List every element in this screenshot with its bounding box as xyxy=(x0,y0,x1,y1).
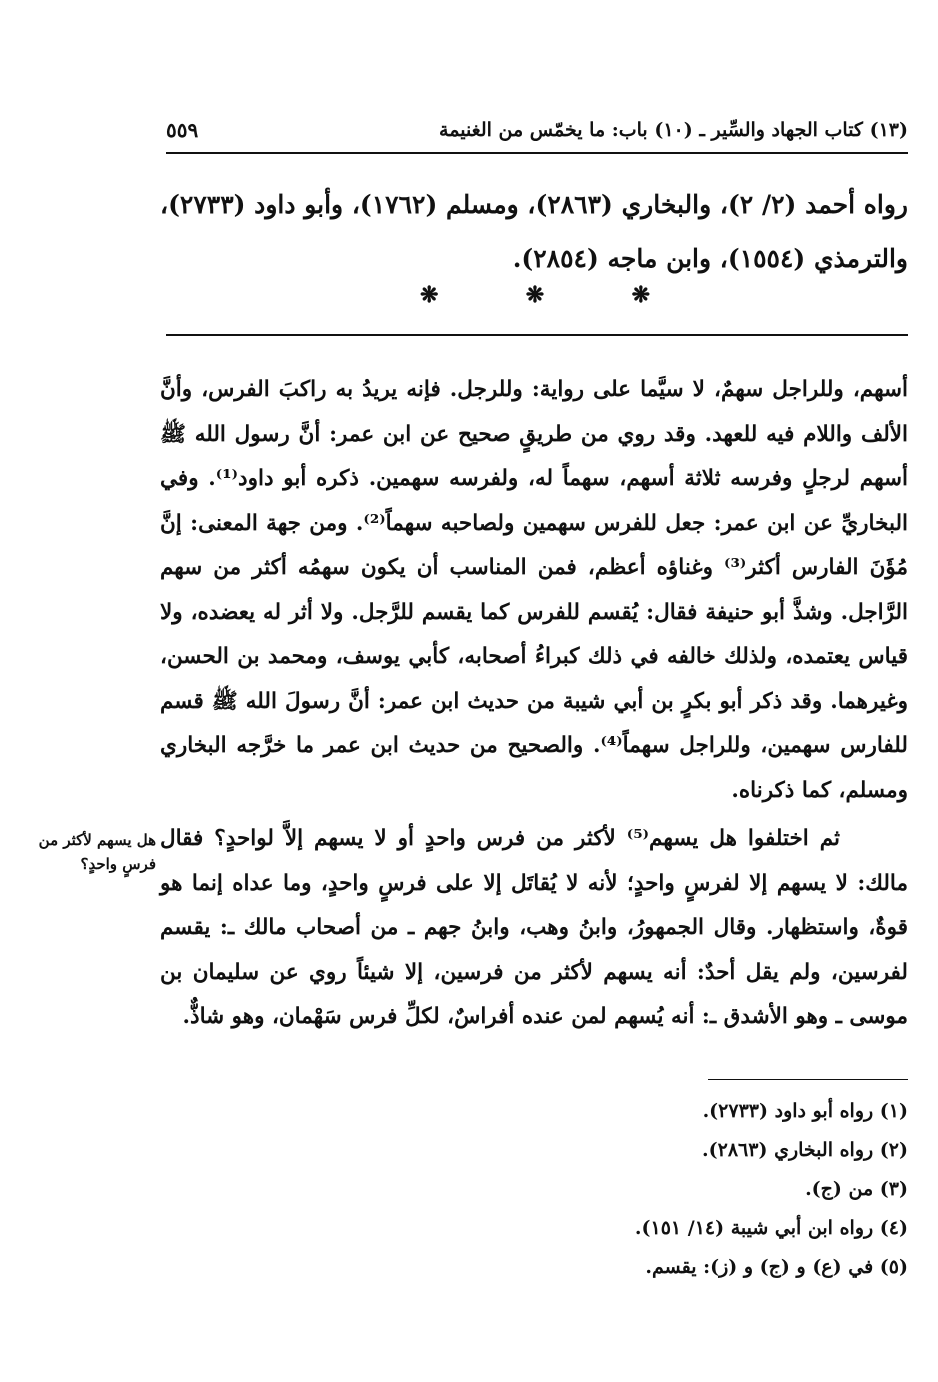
footnotes xyxy=(300,1092,908,1287)
header-rule xyxy=(166,152,908,154)
footnote: (٢) رواه البخاري (٢٨٦٣). xyxy=(702,1139,908,1161)
footnote: (١) رواه أبو داود (٢٧٣٣). xyxy=(702,1100,908,1122)
commentary-paragraph-1: أسهم، وللراجل سهمٌ، لا سيَّما على رواية: وللرجل. فإنه يريدُ به راكبَ الفرس، وأنَّ الألف واللام فيه للعهد. وقد روي من طريقٍ صحيح عن ابن عمر: أنَّ رسول الله ﷺ أسهم لرجلٍ وفرسه ثلاثة أسهم، سهماً له، ولفرسه سهمين. ذكره أبو داود⁽¹⁾. وفي البخاريِّ عن ابن عمر: جعل للفرس سهمين ولصاحبه سهماً⁽²⁾. ومن جهة المعنى: إنَّ مُؤَنَ الفارس أكثر⁽³⁾ وغناؤه أعظم، فمن المناسب أن يكون سهمُه أكثر من سهم الرَّاجل. وشذَّ أبو حنيفة فقال: يُقسم للفرس كما يقسم للرَّجل. ولا أثر له يعضده، ولا قياس يعتمده، ولذلك خالفه في ذلك كبراءُ أصحابه، كأبي يوسف، ومحمد بن الحسن، وغيرهما. وقد ذكر أبو بكرٍ بن أبي شيبة من حديث ابن عمر: أنَّ رسولَ الله ﷺ قسم للفارس سهمين، وللراجل سهماً⁽⁴⁾. والصحيح من حديث ابن عمر ما خرَّجه البخاري ومسلم، كما ذكرناه. xyxy=(160,377,908,803)
star-ornament-icon: ❋ xyxy=(525,282,545,308)
footnote: (٤) رواه ابن أبي شيبة (١٤/ ١٥١). xyxy=(634,1217,908,1239)
star-ornament-icon: ❋ xyxy=(420,282,439,308)
star-separator xyxy=(420,282,650,308)
paragraph-2-text: ثم اختلفوا هل يسهم⁽⁵⁾ لأكثر من فرس واحدٍ أو لا يسهم إلاَّ لواحدٍ؟ فقال مالك: لا يسهم إلا لفرسٍ واحدٍ؛ لأنه لا يُقاتَل إلا على فرسٍ واحدٍ، وما عداه إنما هو قوةٌ، واستظهار. وقال الجمهورُ، وابنُ وهب، وابنُ جهم ـ من أصحاب مالك ـ: يقسم لفرسين، ولم يقل أحدٌ: أنه يسهم لأكثر من فرسين، إلا شيئاً روي عن سليمان بن موسى ـ وهو الأشدق ـ: أنه يُسهم لمن عنده أفراسٌ، لكلِّ فرس سَهْمان، وهو شاذٌّ. xyxy=(160,826,908,1029)
footnote: (٣) من (ج). xyxy=(805,1178,908,1200)
margin-heading: هل يسهم لأكثر من فرسٍ واحدٍ؟ xyxy=(38,831,156,873)
section-rule xyxy=(166,334,908,336)
running-title: (١٣) كتاب الجهاد والسِّير ـ (١٠) باب: ما يخمّس من الغنيمة xyxy=(439,119,908,141)
hadith-citation: رواه أحمد (٢/ ٢)، والبخاري (٢٨٦٣)، ومسلم (١٧٦٢)، وأبو داود (٢٧٣٣)، والترمذي (١٥٥٤)، وابن ماجه (٢٨٥٤). xyxy=(160,190,908,273)
running-header xyxy=(166,112,908,148)
footnote: (٥) في (ع) و (ج) و (ز): يقسم. xyxy=(645,1256,908,1278)
commentary-paragraph-2 xyxy=(160,817,908,1040)
page-number: ٥٥٩ xyxy=(166,118,199,142)
footnote-rule xyxy=(708,1079,908,1080)
star-ornament-icon: ❋ xyxy=(631,282,650,308)
